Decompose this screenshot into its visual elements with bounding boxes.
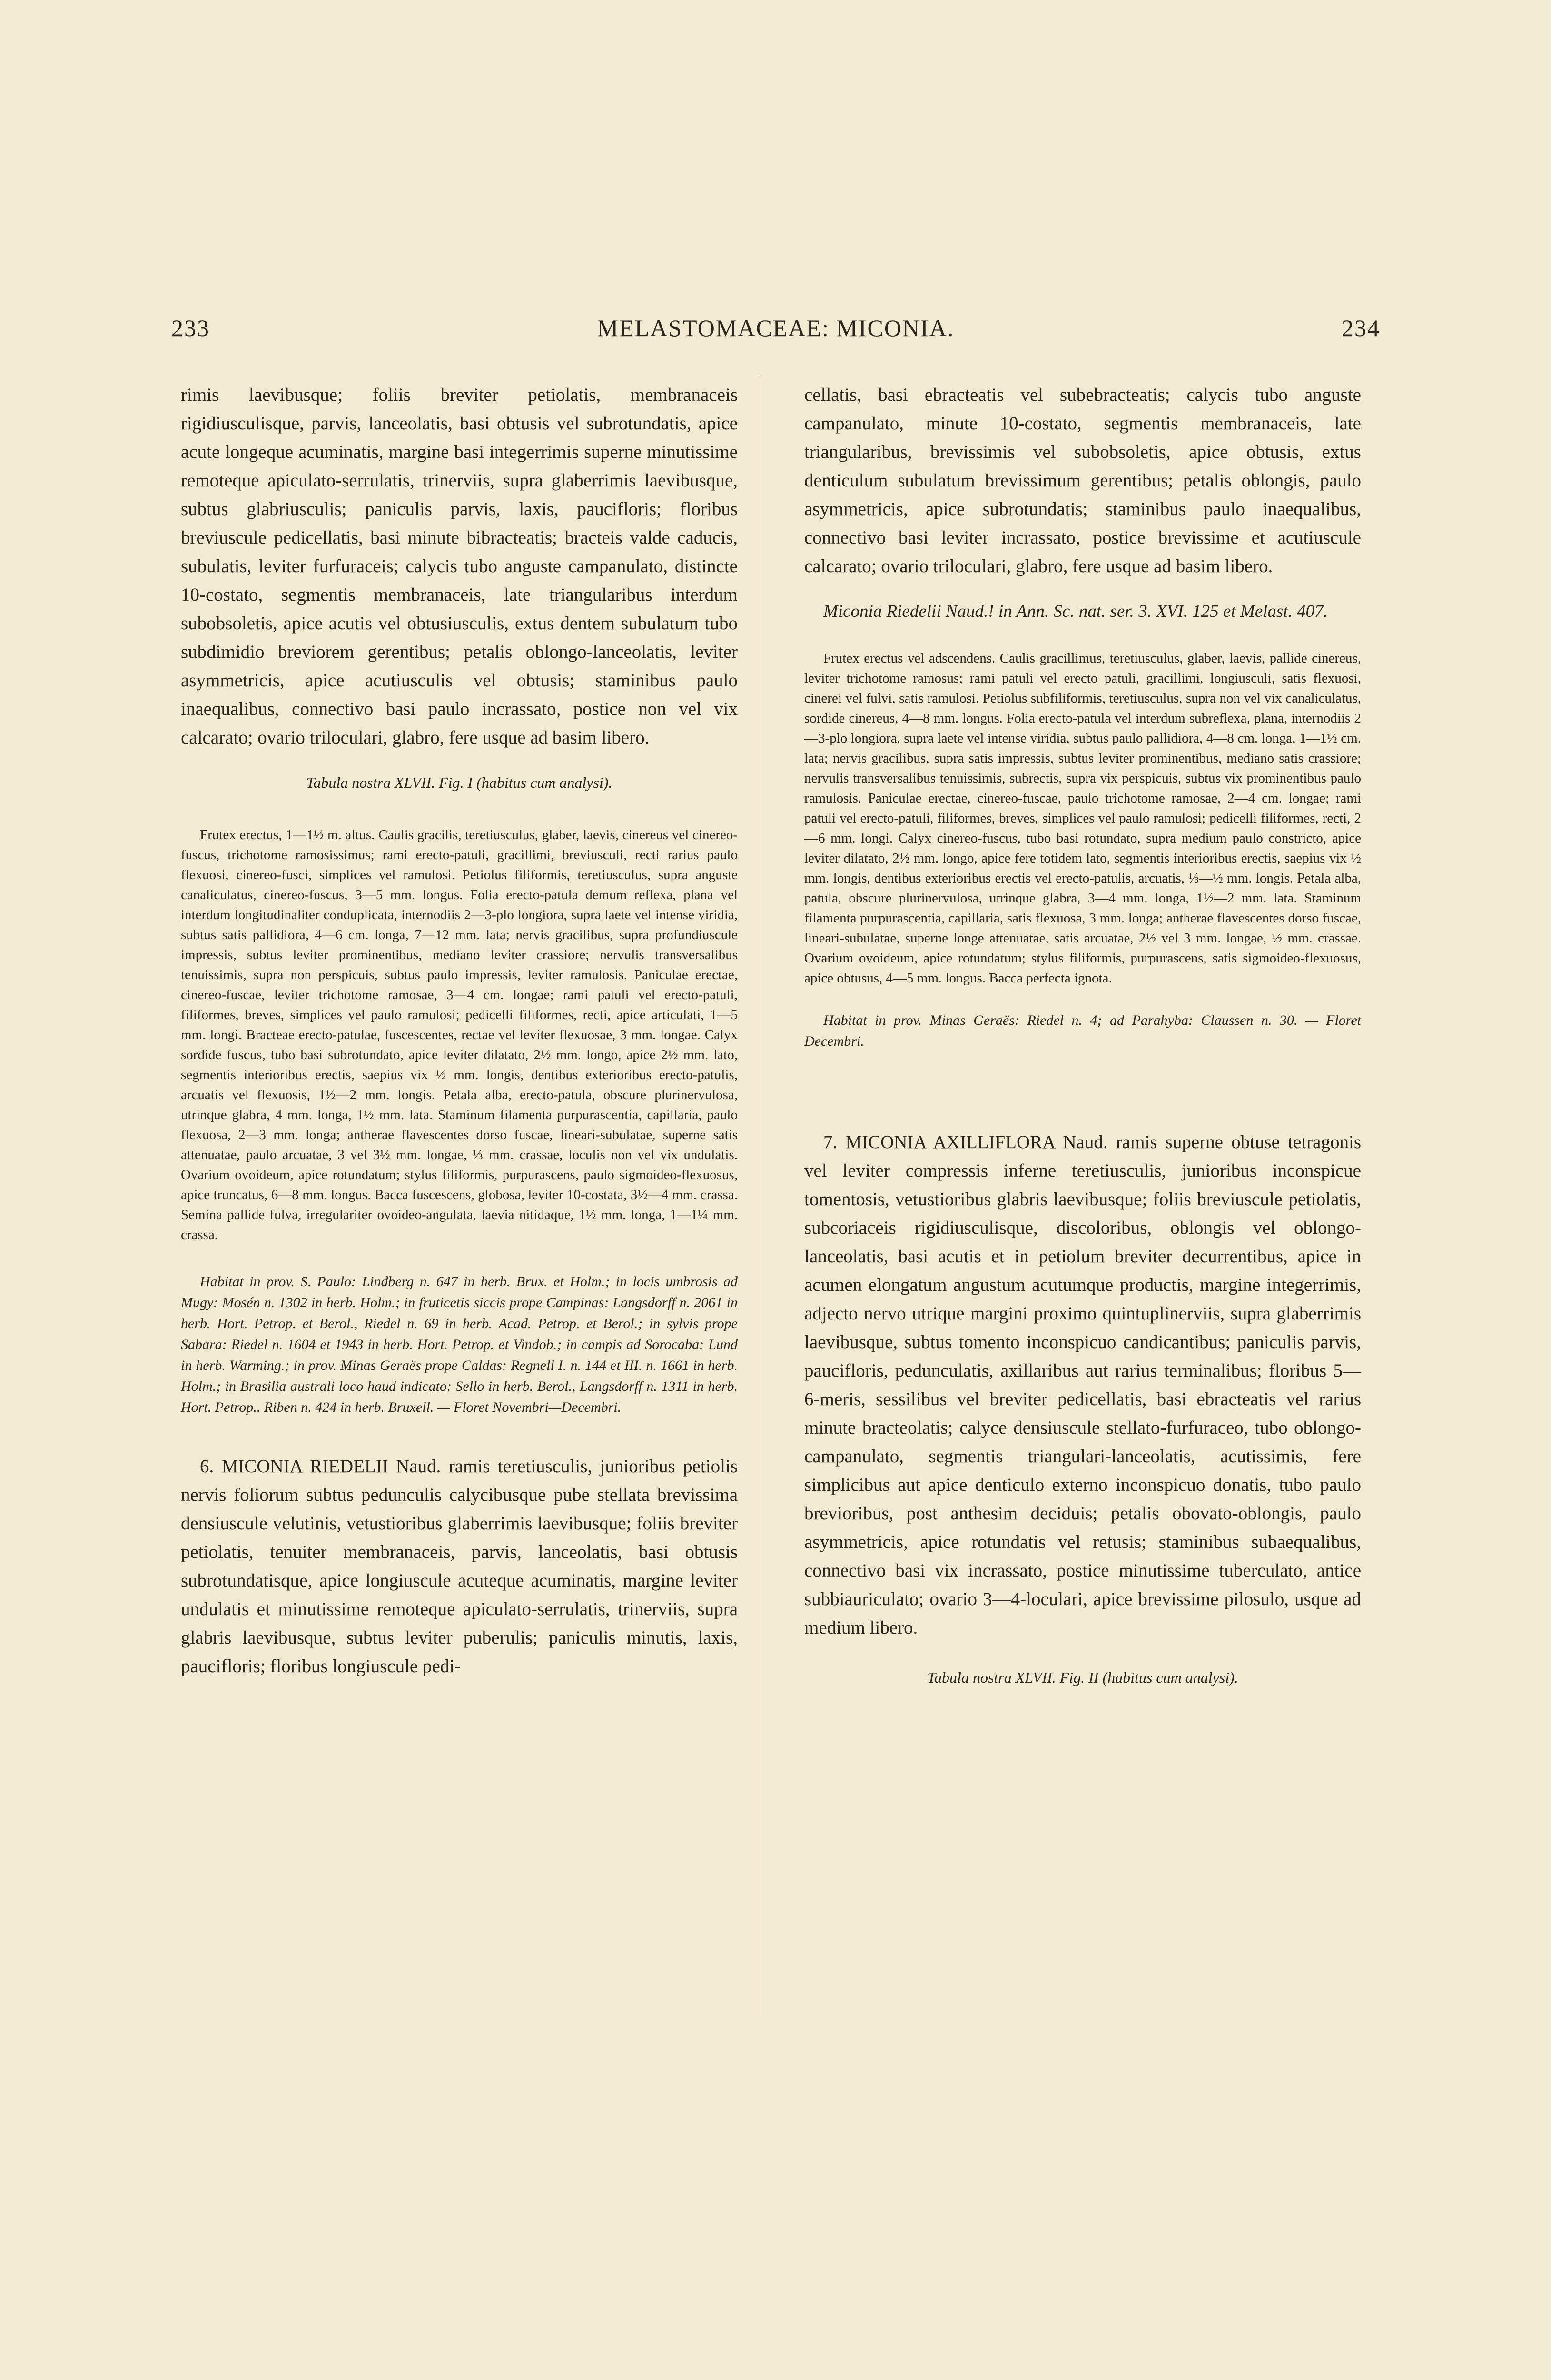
page-header: [171, 314, 1380, 352]
column-divider: [757, 376, 758, 2018]
figure-caption-2: Tabula nostra XLVII. Fig. II (habitus cum analysi).: [927, 1669, 1238, 1686]
paragraph-right-1: cellatis, basi ebracteatis vel subebracteatis; calycis tubo anguste campanulato, minute 10-costato, segmentis membranaceis, late triangularibus, brevissimis vel subobsoletis, apice obtusis, extus denticulum subulatum brevissimum gerentibus; petalis oblongis, paulo asymmetricis, apice subrotundatis; staminibus paulo inaequalibus, connectivo basi leviter incrassato, postice brevissime et acutiuscule calcarato; ovario triloculari, glabro, fere usque ad basim libero.: [804, 385, 1361, 576]
habitat-right: Habitat in prov. Minas Geraës: Riedel n. 4; ad Parahyba: Claussen n. 30. — Floret Decembri.: [804, 1012, 1361, 1049]
description-right: Frutex erectus vel adscendens. Caulis gracillimus, teretiusculus, glaber, laevis, pallide cinereus, leviter trichotome ramosus; rami patuli vel erecto patuli, gracillimi, longiusculi, satis flexuosi, cinerei vel fulvi, satis ramulosi. Petiolus subfiliformis, teretiusculus, supra non vel vix canaliculatus, sordide cinereus, 4—8 mm. longus. Folia erecto-patula vel interdum subreflexa, plana, internodiis 2—3-plo longiora, supra laete vel intense viridia, subtus paulo pallidiora, 4—8 cm. longa, 1—1½ cm. lata; nervis gracilibus, supra satis impressis, subtus leviter prominentibus, mediano satis crassiore; nervulis transversalibus tenuissimis, subrectis, supra vix perspicuis, subtus vix prominentibus paulo ramulosis. Paniculae erectae, cinereo-fuscae, paulo trichotome ramosae, 2—4 cm. longae; rami patuli vel erecto-patuli, filiformes, breves, simplices vel paulo ramulosi; pedicelli filiformes, recti, 2—6 mm. longi. Calyx cinereo-fuscus, tubo basi rotundato, supra medium paulo constricto, apice leviter dilatato, 2½ mm. longo, apice fere totidem lato, segmentis interioribus erectis, saepius vix ½ mm. longis, dentibus exterioribus erectis vel erecto-patulis, arcuatis, ⅓—½ mm. longis. Petala alba, patula, obscure plurinervulosa, utrinque glabra, 3—4 mm. longa, 1½—2 mm. lata. Staminum filamenta purpurascentia, capillaria, satis flexuosa, 3 mm. longa; antherae flavescentes dorso fuscae, lineari-subulatae, superne longe attenuatae, satis arcuatae, 2½ vel 3 mm. longae, ½ mm. crassae. Ovarium ovoideum, apice rotundatum; stylus filiformis, purpurascens, satis sigmoideo-flexuosus, apice obtusus, 4—5 mm. longus. Bacca perfecta ignota.: [804, 651, 1361, 986]
description-left: Frutex erectus, 1—1½ m. altus. Caulis gracilis, teretiusculus, glaber, laevis, cinereus vel cinereo-fuscus, trichotome ramosissimus; rami erecto-patuli, gracillimi, breviusculi, recti rarius paulo flexuosi, cinereo-fusci, simplices vel ramulosi. Petiolus filiformis, teretiusculus, supra anguste canaliculatus, cinereo-fuscus, 3—5 mm. longus. Folia erecto-patula demum reflexa, plana vel interdum longitudinaliter conduplicata, internodiis 2—3-plo longiora, supra laete vel intense viridia, subtus satis pallidiora, 4—6 cm. longa, 7—12 mm. lata; nervis gracilibus, supra profundiuscule impressis, subtus leviter prominentibus, mediano leviter crassiore; nervulis transversalibus tenuissimis, supra non perspicuis, subtus paulo impressis, leviter ramulosis. Paniculae erectae, cinereo-fuscae, leviter trichotome ramosae, 3—4 cm. longae; rami patuli vel erecto-patuli, filiformes, breves, simplices vel paulo ramulosi; pedicelli filiformes, recti, apice articulati, 1—5 mm. longi. Bracteae erecto-patulae, fuscescentes, rectae vel leviter flexuosae, 3 mm. longae. Calyx sordide fuscus, tubo basi subrotundato, apice leviter dilatato, 2½ mm. longo, apice 2½ mm. lato, segmentis interioribus erectis, saepius vix ½ mm. longis, dentibus exterioribus erecto-patulis, arcuatis vel flexuosis, 1½—2 mm. longis. Petala alba, erecto-patula, obscure plurinervulosa, utrinque glabra, 4 mm. longa, 1½ mm. lata. Staminum filamenta purpurascentia, capillaria, paulo flexuosa, 2—3 mm. longa; antherae flavescentes dorso fuscae, lineari-subulatae, superne satis attenuatae, paulo arcuatae, 3 vel 3½ mm. longae, ⅓ mm. crassae, loculis non vel vix undulatis. Ovarium ovoideum, apice rotundatum; stylus filiformis, purpurascens, paulo sigmoideo-flexuosus, apice truncatus, 6—8 mm. longus. Bacca fuscescens, globosa, leviter 10-costata, 3½—4 mm. crassa. Semina pallide fulva, irregulariter ovoideo-angulata, laevia nitidaque, 1½ mm. longa, 1—1¼ mm. crassa.: [181, 827, 738, 1242]
species-7-paragraph: 7. MICONIA AXILLIFLORA Naud. ramis superne obtuse tetragonis vel leviter compressis inferne teretiusculis, junioribus inconspicue tomentosis, vetustioribus glabris laevibusque; foliis breviuscule petiolatis, subcoriaceis rigidiusculisque, discoloribus, oblongis vel oblongo-lanceolatis, basi acutis et in petiolum breviter decurrentibus, apice in acumen elongatum angustum acutumque productis, margine integerrimis, adjecto nervo utrique margini proximo quintuplinerviis, supra glaberrimis laevibusque, subtus tomento inconspicuo candicantibus; paniculis parvis, paucifloris, pedunculatis, axillaribus aut rarius terminalibus; floribus 5—6-meris, sessilibus vel breviter pedicellatis, basi ebracteatis vel rarius minute bracteolatis; calyce densiuscule stellato-furfuraceo, tubo oblongo-campanulato, segmentis triangulari-lanceolatis, acutissimis, fere simplicibus aut apice denticulo externo inconspicuo donatis, tubo paulo brevioribus, post anthesim deciduis; petalis obovato-oblongis, paulo asymmetricis, apice rotundatis vel retusis; staminibus subaequalibus, connectivo basi vix incrassato, postice minutissime tuberculato, antice subbiauriculato; ovario 3—4-loculari, apice brevissime pilosulo, usque ad medium libero.: [804, 1132, 1361, 1638]
paragraph-left-1: rimis laevibusque; foliis breviter petiolatis, membranaceis rigidiusculisque, parvis, lanceolatis, basi obtusis vel subrotundatis, apice acute longeque acuminatis, margine basi integerrimis superne minutissime remoteque apiculato-serrulatis, trinerviis, supra glaberrimis laevibusque, subtus glabriusculis; paniculis parvis, laxis, paucifloris; floribus breviuscule pedicellatis, basi minute bibracteatis; bracteis valde caducis, subulatis, leviter furfuraceis; calycis tubo anguste campanulato, distincte 10-costato, segmentis membranaceis, late triangularibus interdum subobsoletis, apice acutis vel obtusiusculis, extus dentem subulatum tubo subdimidio breviorem gerentibus; petalis oblongo-lanceolatis, leviter asymmetricis, apice acutiusculis vel obtusis; staminibus paulo inaequalibus, connectivo basi paulo incrassato, postice non vel vix calcarato; ovario triloculari, glabro, fere usque ad basim libero.: [181, 385, 738, 748]
running-title: MELASTOMACEAE: MICONIA.: [597, 315, 955, 341]
habitat-left: Habitat in prov. S. Paulo: Lindberg n. 647 in herb. Brux. et Holm.; in locis umbrosis ad Mugy: Mosén n. 1302 in herb. Holm.; in fruticetis siccis prope Campinas: Langsdorff n. 2061 in herb. Hort. Petrop. et Berol., Riedel n. 69 in herb. Acad. Petrop. et Berol.; in sylvis prope Sabara: Riedel n. 1604 et 1943 in herb. Hort. Petrop. et Vindob.; in campis ad Sorocaba: Lund in herb. Warming.; in prov. Minas Geraës prope Caldas: Regnell I. n. 144 et III. n. 1661 in herb. Holm.; in Brasilia australi loco haud indicato: Sello in herb. Berol., Langsdorff n. 1311 in herb. Hort. Petrop.. Riben n. 424 in herb. Bruxell. — Floret Novembri—Decembri.: [181, 1274, 738, 1415]
reference-citation: Miconia Riedelii Naud.! in Ann. Sc. nat. ser. 3. XVI. 125 et Melast. 407.: [823, 602, 1328, 621]
page-number-left: 233: [171, 315, 210, 341]
figure-caption-1: Tabula nostra XLVII. Fig. I (habitus cum analysi).: [306, 774, 612, 791]
right-column: [804, 381, 1361, 1686]
left-column: [181, 381, 738, 1681]
page-number-right: 234: [1342, 315, 1380, 341]
species-6-paragraph: 6. MICONIA RIEDELII Naud. ramis teretiusculis, junioribus petiolis nervis foliorum subtus pedunculis calycibusque pube stellata brevissima densiuscule velutinis, vetustioribus glaberrimis laevibusque; foliis breviter petiolatis, tenuiter membranaceis, parvis, lanceolatis, basi obtusis subrotundatisque, apice longiuscule acuteque acuminatis, margine leviter undulatis et minutissime remoteque apiculato-serrulatis, trinerviis, supra glabris laevibusque, subtus leviter puberulis; paniculis minutis, laxis, paucifloris; floribus longiuscule pedi-: [181, 1456, 738, 1676]
